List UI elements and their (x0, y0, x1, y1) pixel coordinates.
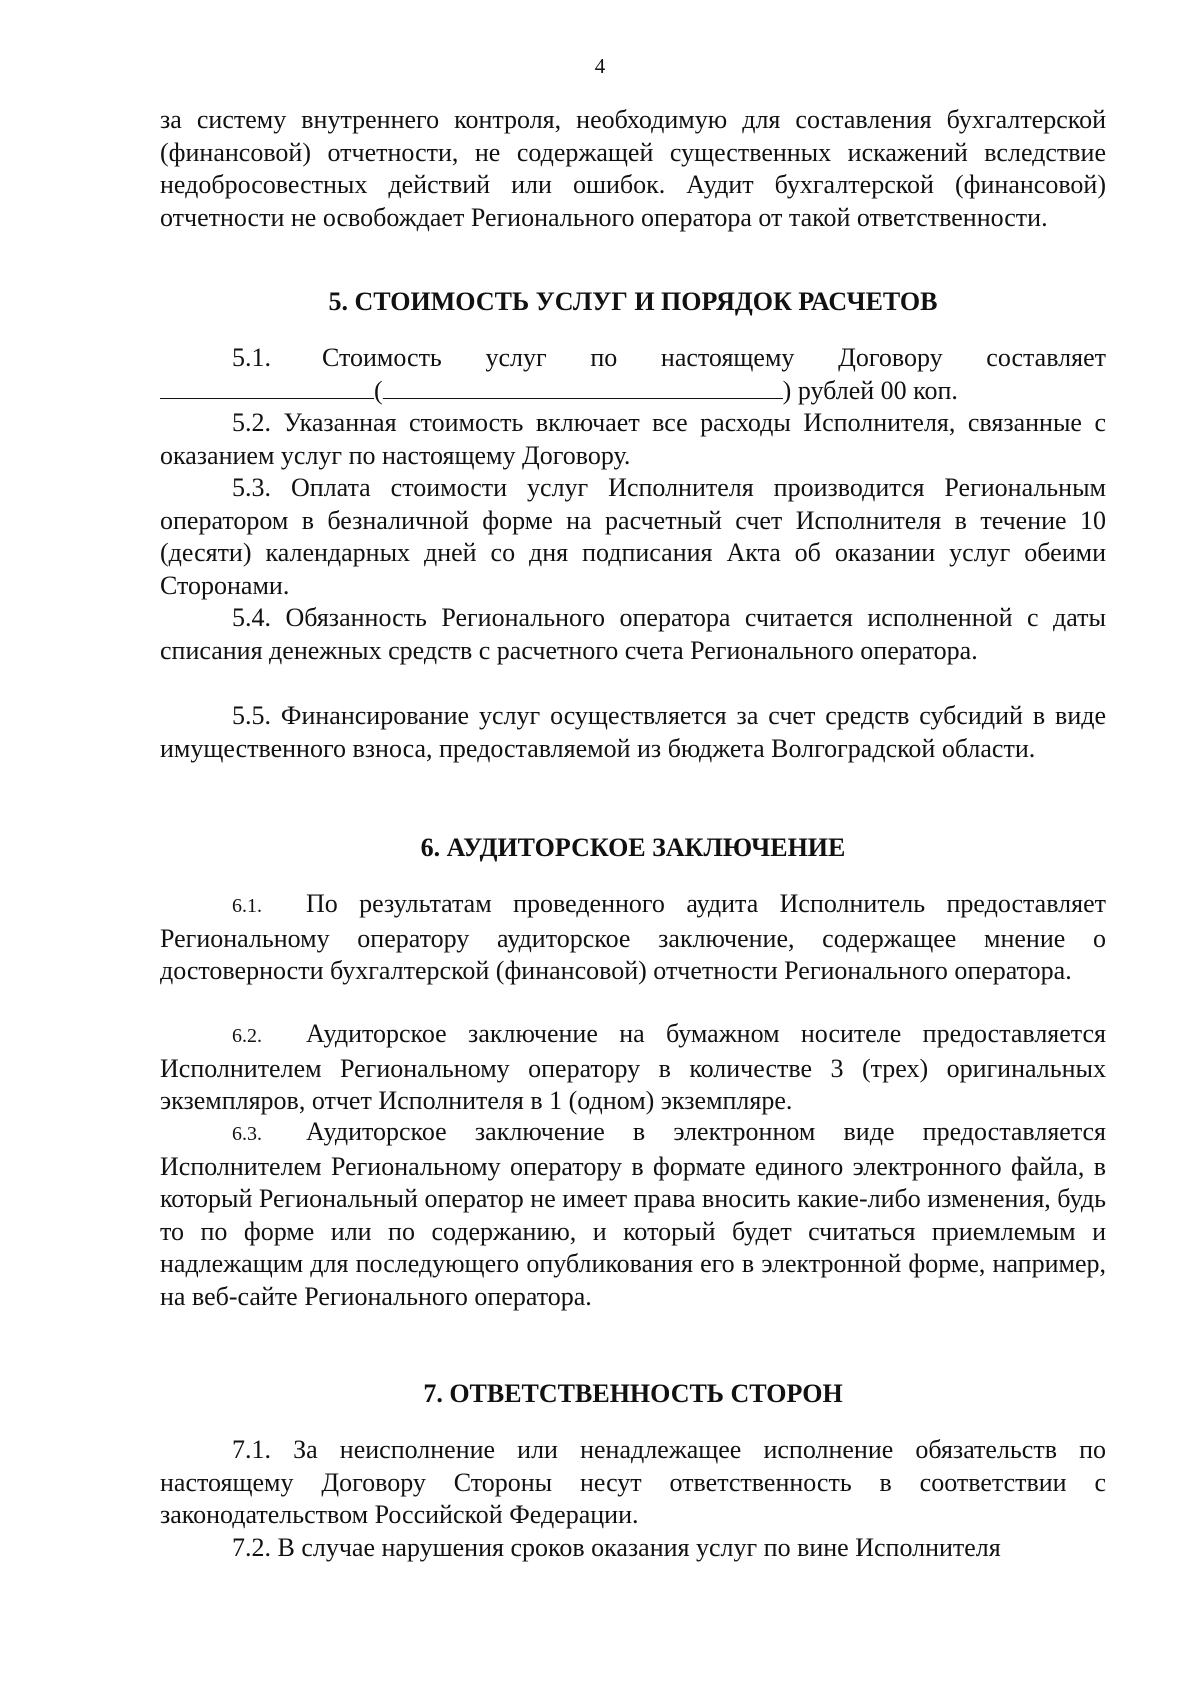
paragraph-6-1-text: По результатам проведенного аудита Исполнитель предоставляет Региональному оператору аудиторское заключение, содержащее мнение о достоверности бухгалтерской (финансовой) отчетности Регионального оператора. (160, 889, 1106, 985)
amount-blank (160, 376, 374, 399)
paragraph-5-5: 5.5. Финансирование услуг осуществляется за счет средств субсидий в виде имущественного взноса, предоставляемой из бюджета Волгоградской области. (160, 701, 1106, 763)
section-5-title: 5. СТОИМОСТЬ УСЛУГ И ПОРЯДОК РАСЧЕТОВ (328, 287, 938, 316)
paragraph-5-3: 5.3. Оплата стоимости услуг Исполнителя производится Региональным оператором в безналичной форме на расчетный счет Исполнителя в течение 10 (десяти) календарных дней со дня подписания Акта об оказании услуг обеими Сторонами. (160, 473, 1106, 600)
paragraph-6-1-number: 6.1. (232, 895, 262, 917)
amount-open-paren: ( (374, 375, 383, 405)
paragraph-7-1: 7.1. За неисполнение или ненадлежащее исполнение обязательств по настоящему Договору Стороны несут ответственность в соответствии с законодательством Российской Федерации. (160, 1435, 1106, 1529)
paragraph-5-1-number: 5.1. (232, 343, 271, 372)
paragraph-6-3-text: Аудиторское заключение в электронном виде предоставляется Исполнителем Региональному оператору в формате единого электронного файла, в который Региональный оператор не имеет права вносить какие-либо изменения, будь то по форме или по содержанию, и который будет считаться приемлемым и надлежащим для последующего опубликования его в электронной форме, например, на веб-сайте Регионального оператора. (160, 1117, 1106, 1311)
intro-paragraph: за систему внутреннего контроля, необходимую для составления бухгалтерской (финансовой) отчетности, не содержащей существенных искажений вследствие недобросовестных действий или ошибок. Аудит бухгалтерской (финансовой) отчетности не освобождает Регионального оператора от такой ответственности. (160, 105, 1106, 232)
paragraph-5-2: 5.2. Указанная стоимость включает все расходы Исполнителя, связанные с оказанием услуг по настоящему Договору. (160, 408, 1106, 470)
paragraph-7-2: 7.2. В случае нарушения сроков оказания услуг по вине Исполнителя (232, 1533, 1001, 1562)
paragraph-5-1-text: Стоимость услуг по настоящему Договору составляет (322, 343, 1106, 372)
section-6-title: 6. АУДИТОРСКОЕ ЗАКЛЮЧЕНИЕ (420, 833, 846, 862)
amount-tail: ) рублей 00 коп. (782, 375, 958, 405)
paragraph-5-4: 5.4. Обязанность Регионального оператора считается исполненной с даты списания денежных средств с расчетного счета Регионального оператора. (160, 603, 1106, 665)
paragraph-5-1 (160, 342, 1106, 407)
amount-words-blank (383, 376, 783, 399)
section-7-title: 7. ОТВЕТСТВЕННОСТЬ СТОРОН (423, 1379, 843, 1408)
page-number: 4 (594, 54, 606, 78)
paragraph-6-3-number: 6.3. (232, 1123, 262, 1145)
paragraph-6-1 (160, 888, 1106, 988)
paragraph-6-2-number: 6.2. (232, 1025, 262, 1047)
paragraph-6-2-text: Аудиторское заключение на бумажном носителе предоставляется Исполнителем Региональному оператору в количестве 3 (трех) оригинальных экземпляров, отчет Исполнителя в 1 (одном) экземпляре. (160, 1019, 1106, 1115)
paragraph-6-2 (160, 1018, 1106, 1118)
paragraph-6-3 (160, 1116, 1106, 1313)
